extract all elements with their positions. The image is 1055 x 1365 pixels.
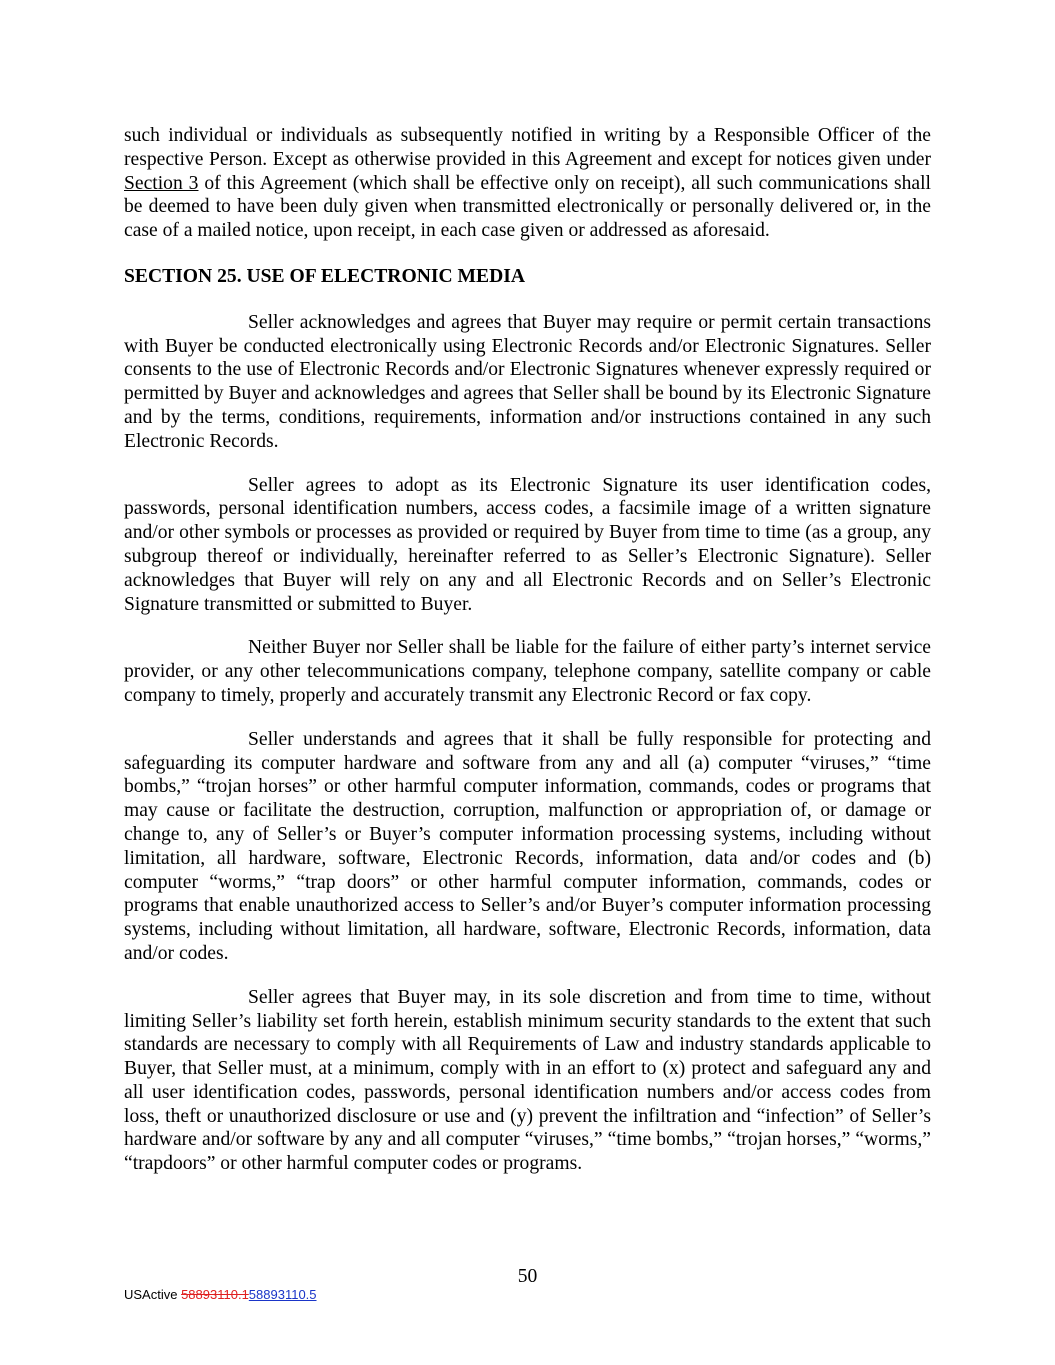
paragraph-security-standards: Seller agrees that Buyer may, in its sole discretion and from time to time, without limiting Seller’s liability set forth herein, establish minimum security standards to the extent that such standards are necessary to comply with all Requirements of Law and industry standards applicable to Buyer, that Seller must, at a minimum, comply with in an effort to (x) protect and safeguard any and all user identification codes, passwords, personal identification numbers and/or access codes from loss, theft or unauthorized disclosure or use and (y) prevent the infiltration and “infection” of Seller’s hardware and/or software by any and all computer “viruses,” “time bombs,” “trojan horses,” “worms,” “trapdoors” or other harmful computer codes or programs. [124, 986, 931, 1175]
paragraph-text: such individual or individuals as subsequently notified in writing by a Responsible Officer of the respective Person. Except as otherwise provided in this Agreement and except for notices given under [124, 125, 931, 170]
section-heading: SECTION 25. USE OF ELECTRONIC MEDIA [124, 265, 526, 287]
document-id-footer [124, 1287, 317, 1303]
section-3-reference: Section 3 [124, 172, 199, 194]
paragraph-electronic-signature: Seller agrees to adopt as its Electronic Signature its user identification codes, passwords, personal identification numbers, access codes, a facsimile image of a written signature and/or other symbols or processes as provided or required by Buyer from time to time (as a group, any subgroup thereof or individually, hereinafter referred to as Seller’s Electronic Signature). Seller acknowledges that Buyer will rely on any and all Electronic Records and on Seller’s Electronic Signature transmitted or submitted to Buyer. [124, 474, 931, 615]
inserted-doc-id: 58893110.5 [248, 1287, 317, 1302]
paragraph-text: of this Agreement (which shall be effective only on receipt), all such communications shall be deemed to have been duly given when transmitted electronically or personally delivered or, in the case of a mailed notice, upon receipt, in each case given or addressed as aforesaid. [124, 172, 932, 242]
document-body [124, 124, 931, 1176]
paragraph-notices-continued [124, 124, 931, 243]
paragraph-electronic-records: Seller acknowledges and agrees that Buyer may require or permit certain transactions with Buyer be conducted electronically using Electronic Records and/or Electronic Signatures. Seller consents to the use of Electronic Records and/or Electronic Signatures whenever expressly required or permitted by Buyer and acknowledges and agrees that Seller shall be bound by its Electronic Signature and by the terms, conditions, requirements, information and/or instructions contained in any such Electronic Records. [124, 311, 931, 452]
deleted-doc-id: 58893110.1 [181, 1287, 249, 1302]
page-number: 50 [517, 1266, 538, 1287]
paragraph-liability: Neither Buyer nor Seller shall be liable for the failure of either party’s internet service provider, or any other telecommunications company, telephone company, satellite company or cable company to timely, properly and accurately transmit any Electronic Record or fax copy. [124, 637, 931, 706]
doc-prefix: USActive [124, 1287, 182, 1302]
paragraph-security-responsibility: Seller understands and agrees that it shall be fully responsible for protecting and safeguarding its computer hardware and software from any and all (a) computer “viruses,” “time bombs,” “trojan horses” or other harmful computer information, commands, codes or programs that may cause or facilitate the destruction, corruption, malfunction or appropriation of, or damage or change to, any of Seller’s or Buyer’s computer information processing systems, including without limitation, all hardware, software, Electronic Records, information, data and/or codes and (b) computer “worms,” “trap doors” or other harmful computer information, commands, codes or programs that enable unauthorized access to Seller’s and/or Buyer’s computer information processing systems, including without limitation, all hardware, software, Electronic Records, information, data and/or codes. [124, 728, 931, 964]
